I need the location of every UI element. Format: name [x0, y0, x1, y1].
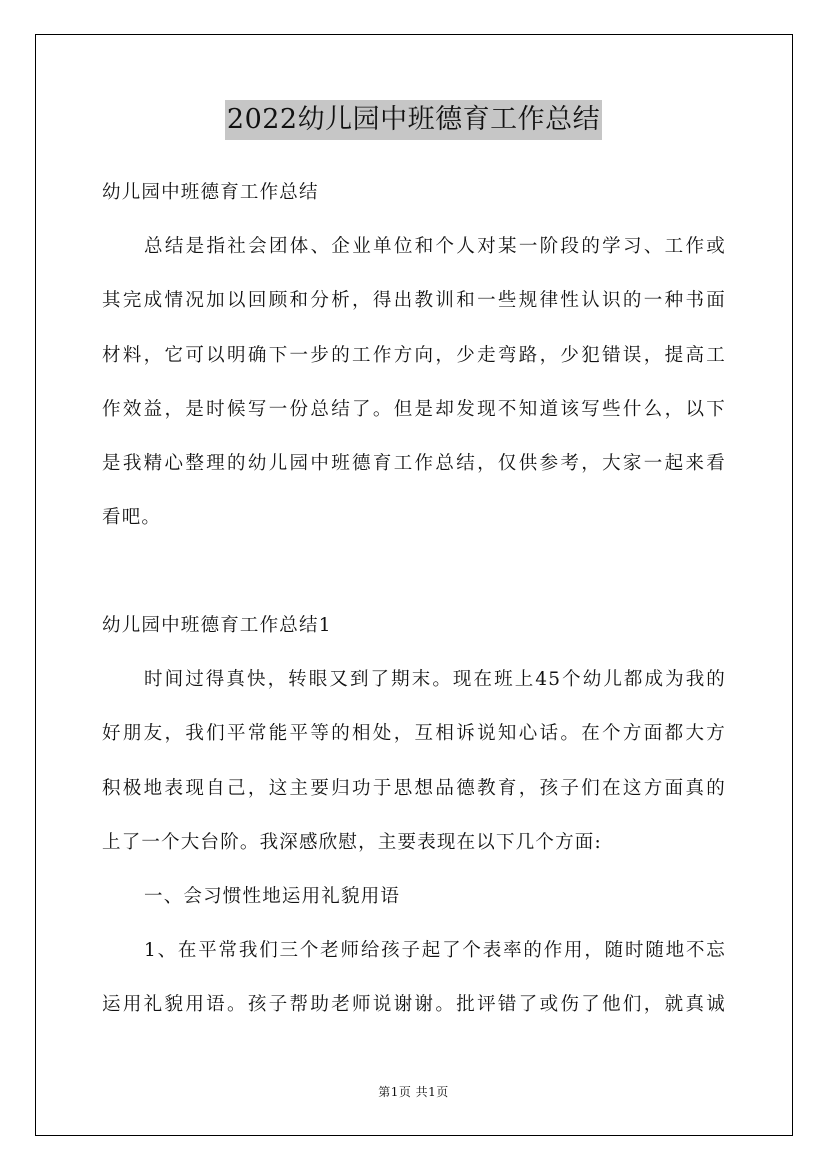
section-heading: 幼儿园中班德育工作总结1 — [102, 615, 332, 636]
paragraph-line: 上了一个大台阶。我深感欣慰，主要表现在以下几个方面: — [102, 832, 602, 853]
subheading: 一、会习惯性地运用礼貌用语 — [144, 886, 401, 907]
document-title: 2022幼儿园中班德育工作总结 — [225, 100, 602, 140]
paragraph-line: 是我精心整理的幼儿园中班德育工作总结，仅供参考，大家一起来看 — [102, 453, 726, 474]
paragraph-line: 运用礼貌用语。孩子帮助老师说谢谢。批评错了或伤了他们，就真诚 — [102, 994, 726, 1015]
paragraph-line: 其完成情况加以回顾和分析，得出教训和一些规律性认识的一种书面 — [102, 290, 726, 311]
title-container — [0, 100, 827, 140]
intro-heading: 幼儿园中班德育工作总结 — [102, 182, 319, 203]
paragraph-line: 时间过得真快，转眼又到了期末。现在班上45个幼儿都成为我的 — [144, 669, 726, 690]
page-footer: 第1页 共1页 — [378, 1085, 449, 1099]
paragraph-line: 好朋友，我们平常能平等的相处，互相诉说知心话。在个方面都大方 — [102, 723, 726, 744]
paragraph-line: 材料，它可以明确下一步的工作方向，少走弯路，少犯错误，提高工 — [102, 345, 726, 366]
paragraph-line: 作效益，是时候写一份总结了。但是却发现不知道该写些什么，以下 — [102, 399, 726, 420]
paragraph-line: 总结是指社会团体、企业单位和个人对某一阶段的学习、工作或 — [144, 236, 726, 257]
paragraph-line: 1、在平常我们三个老师给孩子起了个表率的作用，随时随地不忘 — [144, 940, 726, 961]
paragraph-line: 积极地表现自己，这主要归功于思想品德教育，孩子们在这方面真的 — [102, 778, 726, 799]
paragraph-line: 看吧。 — [102, 507, 162, 528]
